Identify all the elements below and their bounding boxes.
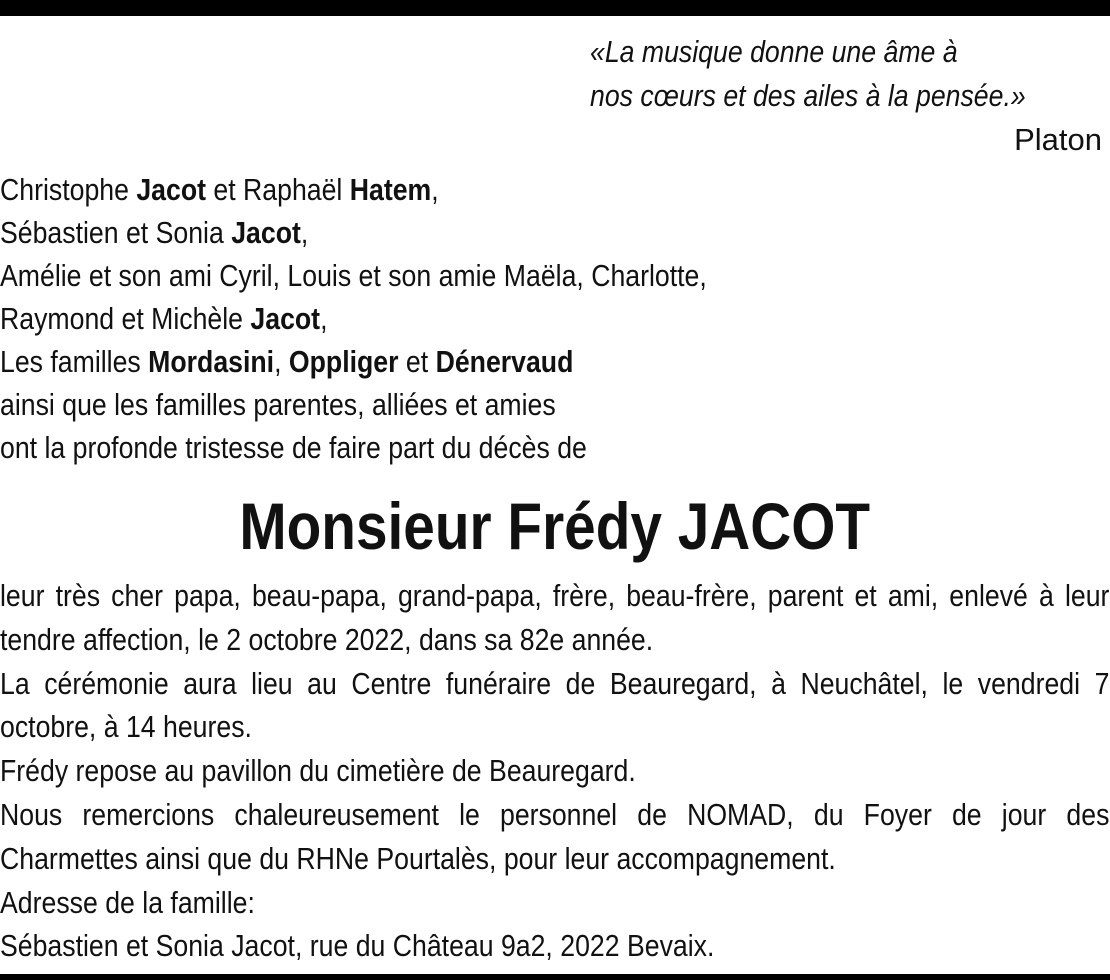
top-rule	[0, 0, 1110, 16]
family-surname: Jacot	[250, 301, 321, 336]
family-text: ,	[431, 172, 439, 207]
deceased-name	[0, 484, 1110, 568]
family-text: Christophe	[0, 172, 137, 207]
quote-line-1: «La musique donne une âme à	[590, 34, 958, 69]
family-surname: Oppliger	[288, 344, 399, 379]
family-text: et	[398, 344, 436, 379]
families-list	[0, 168, 1110, 469]
family-surname: Dénervaud	[435, 344, 574, 379]
paragraph-ceremony: La cérémonie aura lieu au Centre funéraire de Beauregard, à Neuchâtel, le vendredi 7 octobre, à 14 heures.	[0, 665, 1110, 745]
family-text: ,	[300, 215, 309, 250]
family-text: Sébastien et Sonia	[0, 215, 232, 250]
paragraph-relationship: leur très cher papa, beau-papa, grand-papa, frère, beau-frère, parent et ami, enlevé à leur tendre affection, le 2 octobre 2022, dans sa 82e année.	[0, 578, 1110, 657]
family-surname: Hatem	[349, 172, 432, 207]
family-text: et Raphaël	[205, 172, 350, 207]
deceased-name-text: Monsieur Frédy JACOT	[239, 489, 871, 563]
announcement-body	[0, 574, 1109, 968]
family-surname: Jacot	[136, 172, 206, 207]
family-text: ,	[274, 344, 289, 379]
bottom-rule	[0, 974, 1110, 980]
paragraph-thanks: Nous remercions chaleureusement le personnel de NOMAD, du Foyer de jour des Charmettes ainsi que du RHNe Pourtalès, pour leur accompagnement.	[0, 796, 1110, 876]
family-text: ainsi que les familles parentes, alliées et amies	[0, 387, 556, 422]
family-text: Les familles	[0, 344, 149, 379]
quote-line-2: nos cœurs et des ailes à la pensée.»	[590, 78, 1026, 113]
family-line	[0, 297, 955, 340]
family-text: ,	[320, 301, 328, 336]
family-text: ont la profonde tristesse de faire part du décès de	[0, 430, 587, 465]
paragraph-resting-place: Frédy repose au pavillon du cimetière de Beauregard.	[0, 753, 636, 789]
family-text: Amélie et son ami Cyril, Louis et son amie Maëla, Charlotte,	[0, 258, 707, 293]
family-line	[0, 340, 955, 383]
family-text: Raymond et Michèle	[0, 301, 251, 336]
family-surname: Jacot	[231, 215, 301, 250]
quote-author: Platon	[1014, 122, 1102, 157]
family-line	[0, 254, 955, 297]
family-line	[0, 211, 955, 254]
family-line	[0, 383, 955, 426]
paragraph-address-label: Adresse de la famille:	[0, 884, 255, 920]
epigraph-quote	[590, 30, 1102, 162]
paragraph-address: Sébastien et Sonia Jacot, rue du Château 9a2, 2022 Bevaix.	[0, 928, 715, 964]
family-line	[0, 168, 955, 211]
family-line	[0, 426, 955, 469]
family-surname: Mordasini	[148, 344, 275, 379]
